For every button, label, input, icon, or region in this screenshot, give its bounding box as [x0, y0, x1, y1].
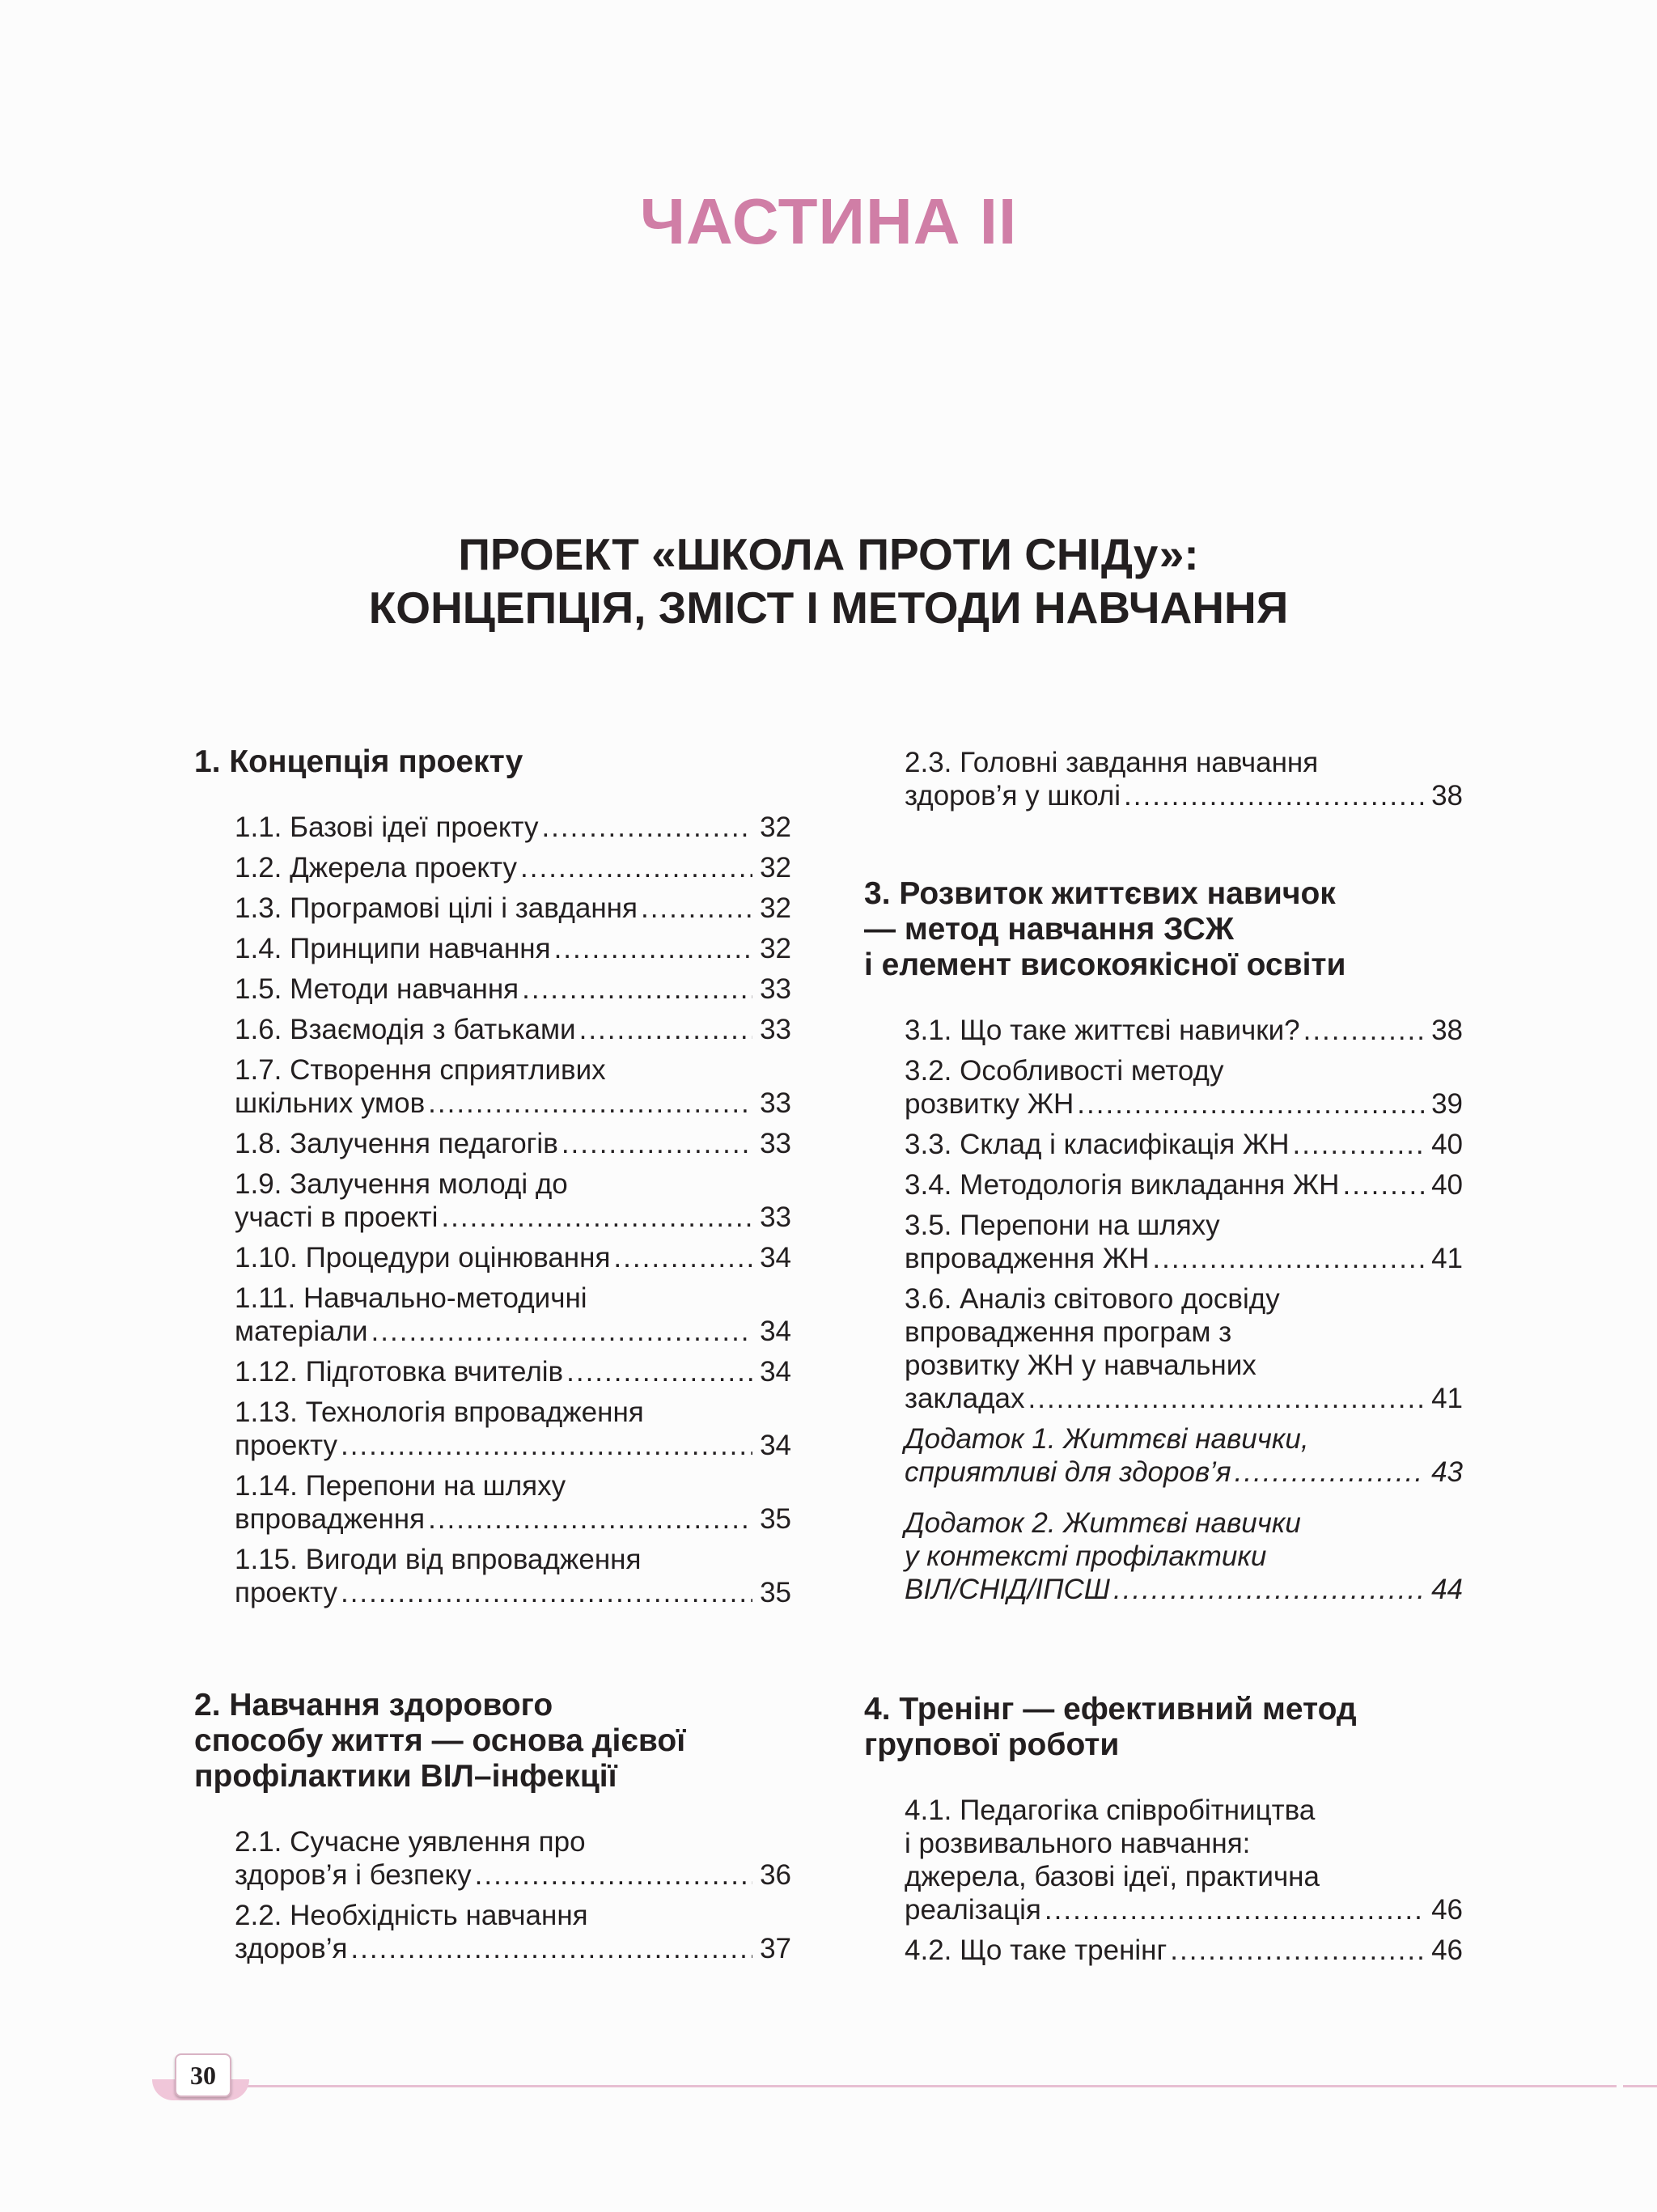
toc-entry-text: проекту [235, 1430, 337, 1461]
toc-entries [235, 1825, 791, 1965]
toc-entry-text: 2.3. Головні завдання навчання [905, 747, 1319, 778]
toc-entry-page: 38 [1431, 1015, 1463, 1046]
section-heading-line: — метод навчання ЗСЖ [864, 912, 1234, 947]
toc-entry [235, 1469, 791, 1536]
toc-entry-page: 34 [760, 1356, 791, 1388]
toc-entry-text: 3.6. Аналіз світового досвіду [905, 1283, 1280, 1315]
toc-entry-page: 33 [760, 973, 791, 1005]
toc-entry [235, 1899, 791, 1965]
dot-leader [371, 1315, 752, 1348]
toc-entry [905, 1422, 1463, 1489]
toc-entry-page: 33 [760, 1014, 791, 1045]
toc-entry-text: 3.5. Перепони на шляху [905, 1210, 1220, 1241]
toc-entry [905, 1209, 1463, 1275]
toc-entry [235, 1825, 791, 1892]
toc-section-2 [194, 1688, 791, 1965]
toc-entry-text: і розвивального навчання: [905, 1828, 1251, 1859]
toc-entry-text: 1.10. Процедури оцінювання [235, 1242, 611, 1273]
toc-entry [905, 1794, 1463, 1926]
toc-entry-text: шкільних умов [235, 1087, 426, 1119]
dot-leader [428, 1087, 752, 1120]
toc-entry-page: 33 [760, 1087, 791, 1119]
toc-entry-text: Додаток 2. Життєві навички [905, 1507, 1301, 1539]
toc-entry-text: здоров’я у школі [905, 780, 1121, 811]
toc-entries [905, 1794, 1463, 1967]
toc-entry-text: 1.7. Створення сприятливих [235, 1054, 606, 1086]
toc-entry-page: 33 [760, 1128, 791, 1159]
dot-leader [562, 1127, 752, 1160]
toc-entry-text: участі в проекті [235, 1201, 439, 1233]
toc-entry-page: 35 [760, 1503, 791, 1535]
section-heading [864, 876, 1463, 983]
toc-entry [905, 1934, 1463, 1967]
dot-leader [1292, 1128, 1424, 1161]
toc-entry [235, 973, 791, 1006]
toc-entry-text: 1.4. Принципи навчання [235, 933, 551, 964]
toc-entry-page: 32 [760, 892, 791, 924]
toc-entry-text: впровадження ЖН [905, 1243, 1150, 1274]
toc-entry [235, 1543, 791, 1609]
toc-entry-text: матеріали [235, 1316, 368, 1347]
section-heading [194, 1688, 791, 1795]
toc-entry-text: 3.4. Методологія викладання ЖН [905, 1169, 1340, 1201]
toc-entry-page: 40 [1431, 1169, 1463, 1201]
dot-leader [641, 892, 752, 925]
toc-entry-text: проекту [235, 1577, 337, 1608]
toc-entry-text: 1.6. Взаємодія з батьками [235, 1014, 576, 1045]
toc-entry [235, 851, 791, 884]
toc-entry-text: 1.9. Залучення молоді до [235, 1168, 568, 1200]
toc-entry-text: 1.5. Методи навчання [235, 973, 519, 1005]
toc-entry-text: 1.8. Залучення педагогів [235, 1128, 558, 1159]
section-heading-line: профілактики ВІЛ–інфекції [194, 1759, 617, 1794]
toc-entry-text: джерела, базові ідеї, практична [905, 1861, 1320, 1892]
dot-leader [1124, 779, 1424, 812]
toc-entry-page: 34 [760, 1430, 791, 1461]
toc-entry-text: у контексті профілактики [905, 1540, 1267, 1572]
toc-entry-page: 32 [760, 852, 791, 884]
toc-entry [235, 932, 791, 965]
toc-entry [905, 1054, 1463, 1121]
main-title-line1: ПРОЕКТ «ШКОЛА ПРОТИ СНІДу»: [458, 529, 1199, 579]
dot-leader [341, 1576, 752, 1609]
section-heading-line: 2. Навчання здорового [194, 1688, 553, 1723]
toc-entry-text: 1.13. Технологія впровадження [235, 1396, 644, 1428]
toc-entry-text: впровадження [235, 1503, 426, 1535]
toc-entries [235, 811, 791, 1609]
dot-leader [541, 811, 752, 844]
toc-entry [235, 892, 791, 925]
toc-entry-text: 1.1. Базові ідеї проекту [235, 811, 539, 843]
toc-entry-text: 3.1. Що таке життєві навички? [905, 1015, 1300, 1046]
dot-leader [1235, 1456, 1424, 1489]
toc-left-column [194, 744, 791, 1973]
section-heading: 1. Концепція проекту [194, 744, 523, 779]
toc-entry [235, 1355, 791, 1388]
toc-entry-page: 33 [760, 1201, 791, 1233]
toc-entry-page: 34 [760, 1242, 791, 1273]
toc-entry-text: розвитку ЖН [905, 1088, 1074, 1120]
dot-leader [522, 973, 752, 1006]
section-heading-line: 4. Тренінг — ефективний метод [864, 1692, 1357, 1727]
dot-leader [613, 1241, 752, 1274]
toc-entry [905, 1128, 1463, 1161]
main-title-line2: КОНЦЕПЦІЯ, ЗМІСТ І МЕТОДИ НАВЧАННЯ [368, 583, 1289, 633]
toc-entry-text: 4.2. Що таке тренінг [905, 1934, 1168, 1966]
toc-entry-page: 32 [760, 811, 791, 843]
toc-entry-page: 43 [1431, 1456, 1463, 1488]
toc-entry-text: 1.14. Перепони на шляху [235, 1470, 566, 1502]
section-heading [864, 1692, 1463, 1763]
section-heading-line: 3. Розвиток життєвих навичок [864, 876, 1336, 911]
main-title [0, 528, 1657, 634]
toc-entry [905, 1282, 1463, 1415]
dot-leader [1028, 1382, 1425, 1415]
toc-entry-page: 39 [1431, 1088, 1463, 1120]
toc-section-3 [864, 876, 1463, 1606]
toc-entry [905, 1506, 1463, 1606]
dot-leader [1170, 1934, 1424, 1967]
dot-leader [341, 1429, 752, 1462]
dot-leader [475, 1858, 752, 1892]
toc-entry-page: 46 [1431, 1894, 1463, 1926]
toc-entry-text: 3.3. Склад і класифікація ЖН [905, 1129, 1290, 1160]
toc-entry-text: сприятливі для здоров’я [905, 1456, 1231, 1488]
toc-entry-text: закладах [905, 1383, 1025, 1414]
toc-section-1 [194, 744, 791, 1609]
toc-entry-text: розвитку ЖН у навчальних [905, 1350, 1257, 1381]
dot-leader [554, 932, 752, 965]
toc-entry-text: 1.11. Навчально-методичні [235, 1282, 587, 1314]
toc-entry-page: 32 [760, 933, 791, 964]
toc-entry [905, 1168, 1463, 1201]
toc-entry-page: 34 [760, 1316, 791, 1347]
toc-entry-page: 38 [1431, 780, 1463, 811]
toc-entry-text: 1.12. Підготовка вчителів [235, 1356, 564, 1388]
dot-leader [566, 1355, 752, 1388]
dot-leader [1303, 1014, 1424, 1047]
toc-entry [235, 1241, 791, 1274]
section-heading-line: і елемент високоякісної освіти [864, 947, 1346, 982]
toc-entry-text: 2.1. Сучасне уявлення про [235, 1826, 586, 1858]
toc-entry-text: 4.1. Педагогіка співробітництва [905, 1795, 1316, 1826]
footer-rule [154, 2085, 1617, 2087]
toc-section-4 [864, 1692, 1463, 1967]
dot-leader [350, 1932, 752, 1965]
toc-entry-text: ВІЛ/СНІД/ІПСШ [905, 1574, 1111, 1605]
toc-entry [235, 1396, 791, 1462]
toc-entry-text: 1.3. Програмові цілі і завдання [235, 892, 638, 924]
toc-entry-page: 36 [760, 1859, 791, 1891]
toc-entries [905, 1014, 1463, 1606]
dot-leader [579, 1013, 752, 1046]
dot-leader [520, 851, 752, 884]
toc-entry-page: 41 [1431, 1243, 1463, 1274]
toc-entry-text: 1.15. Вигоди від впровадження [235, 1544, 642, 1575]
toc-entry [905, 1014, 1463, 1047]
toc-entry-page: 44 [1431, 1574, 1463, 1605]
toc-entry-page: 41 [1431, 1383, 1463, 1414]
dot-leader [1113, 1573, 1424, 1606]
toc-entry [905, 746, 1463, 812]
section-heading-line: групової роботи [864, 1727, 1120, 1762]
toc-entry-text: Додаток 1. Життєві навички, [905, 1423, 1309, 1455]
toc-entry [235, 1053, 791, 1120]
toc-entry [235, 1167, 791, 1234]
toc-entry-page: 46 [1431, 1934, 1463, 1966]
toc-entry [235, 1013, 791, 1046]
toc-entry-page: 35 [760, 1577, 791, 1608]
dot-leader [1077, 1087, 1424, 1121]
toc-entry-text: 1.2. Джерела проекту [235, 852, 518, 884]
part-title: ЧАСТИНА II [639, 185, 1018, 257]
toc-entry-text: 2.2. Необхідність навчання [235, 1900, 588, 1931]
dot-leader [1152, 1242, 1424, 1275]
toc-entry [235, 1282, 791, 1348]
toc-entries [905, 746, 1463, 812]
dot-leader [441, 1201, 752, 1234]
footer-rule-tail [1623, 2085, 1657, 2087]
toc-entry [235, 811, 791, 844]
toc-right-column [864, 746, 1463, 1974]
toc-entry-text: 3.2. Особливості методу [905, 1055, 1224, 1087]
toc-entry-text: реалізація [905, 1894, 1041, 1926]
toc-entry-page: 40 [1431, 1129, 1463, 1160]
toc-entry-text: здоров’я [235, 1933, 348, 1964]
dot-leader [428, 1502, 752, 1536]
toc-entry-text: здоров’я і безпеку [235, 1859, 472, 1891]
toc-entry-text: впровадження програм з [905, 1316, 1232, 1348]
dot-leader [1045, 1893, 1424, 1926]
toc-entry-page: 37 [760, 1933, 791, 1964]
toc-entry [235, 1127, 791, 1160]
section-heading-line: способу життя — основа дієвої [194, 1723, 686, 1758]
dot-leader [1342, 1168, 1424, 1201]
page-number: 30 [175, 2053, 231, 2097]
